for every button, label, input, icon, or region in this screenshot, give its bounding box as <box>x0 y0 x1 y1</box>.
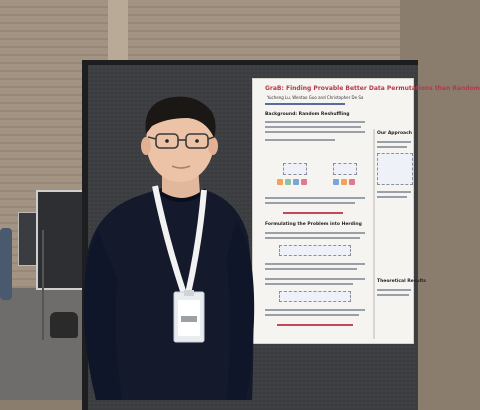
badge-barcode <box>181 316 197 322</box>
poster-section-background: Background: Random Reshuffling <box>265 112 350 117</box>
poster-title: GraB: Finding Provable Better Data Permutations than Random <box>265 85 480 92</box>
left-eye <box>165 139 169 143</box>
right-arm <box>226 220 254 400</box>
poster-section-our-approach: Our Approach <box>377 131 412 136</box>
poster-section-theoretical: Theoretical Results <box>377 279 426 284</box>
badge-clip <box>184 290 194 296</box>
poster-authors: Yucheng Lu, Wentao Guo and Christopher De Sa <box>267 95 364 100</box>
right-eye <box>195 139 199 143</box>
right-ear <box>208 137 218 155</box>
left-ear <box>141 137 151 155</box>
poster-section-formulating: Formulating the Problem into Herding <box>265 222 362 227</box>
